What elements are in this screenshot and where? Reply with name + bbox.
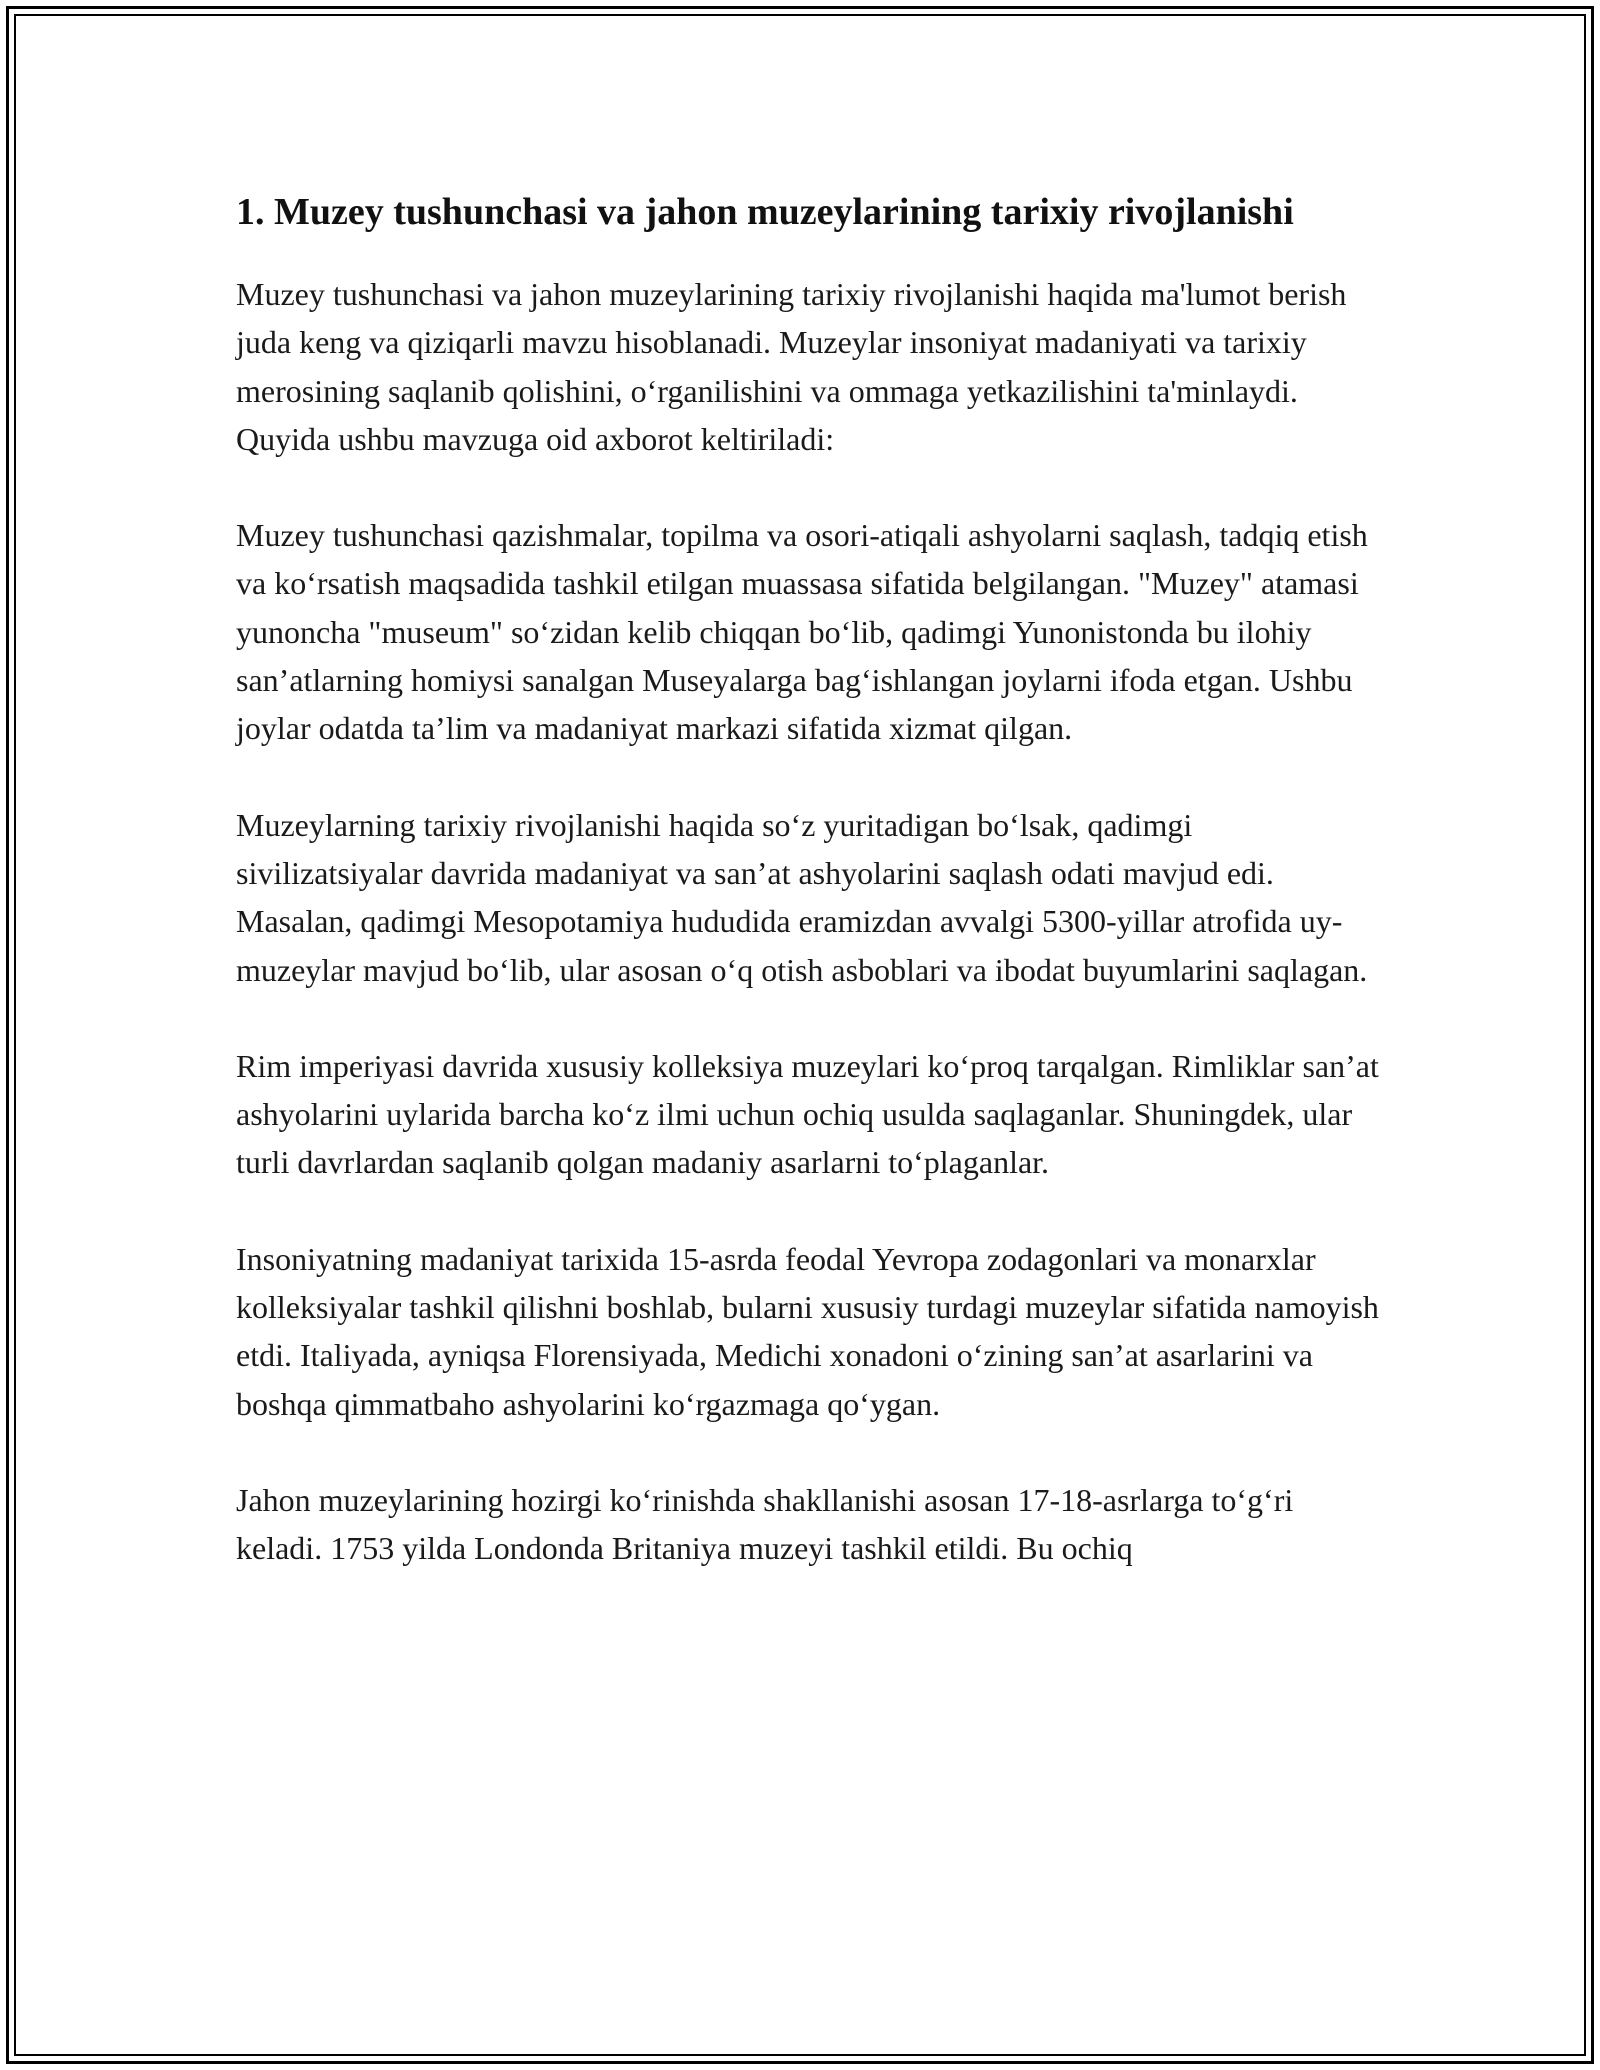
paragraph-modern-museums: Jahon muzeylarining hozirgi koʻrinishda shakllanishi asosan 17-18-asrlarga toʻgʻri keladi. 1753 yilda Londonda Britaniya muzeyi tashkil etildi. Bu ochiq [236, 1481, 1294, 1567]
document-body [236, 184, 1386, 1621]
paragraph-ancient-history: Muzeylarning tarixiy rivojlanishi haqida soʻz yuritadigan boʻlsak, qadimgi sivilizatsiyalar davrida madaniyat va san’at ashyolarini saqlash odati mavjud edi. Masalan, qadimgi Mesopotamiya hududida eramizdan avvalgi 5300-yillar atrofida uy-muzeylar mavjud boʻlib, ular asosan oʻq otish asboblari va ibodat buyumlarini saqlagan. [236, 806, 1368, 988]
paragraph-roman-empire: Rim imperiyasi davrida xususiy kolleksiya muzeylari koʻproq tarqalgan. Rimliklar san’at ashyolarini uylarida barcha koʻz ilmi uchun ochiq usulda saqlaganlar. Shuningdek, ular turli davrlardan saqlanib qolgan madaniy asarlarni toʻplaganlar. [236, 1047, 1379, 1181]
paragraph-definition: Muzey tushunchasi qazishmalar, topilma va osori-atiqali ashyolarni saqlash, tadqiq etish va koʻrsatish maqsadida tashkil etilgan muassasa sifatida belgilangan. "Muzey" atamasi yunoncha "museum" soʻzidan kelib chiqqan boʻlib, qadimgi Yunonistonda bu ilohiy san’atlarning homiysi sanalgan Museyalarga bagʻishlangan joylarni ifoda etgan. Ushbu joylar odatda ta’lim va madaniyat markazi sifatida xizmat qilgan. [236, 517, 1368, 747]
paragraph-15th-century: Insoniyatning madaniyat tarixida 15-asrda feodal Yevropa zodagonlari va monarxlar kolleksiyalar tashkil qilishni boshlab, bularni xususiy turdagi muzeylar sifatida namoyish etdi. Italiyada, ayniqsa Florensiyada, Medichi xonadoni oʻzining san’at asarlarini va boshqa qimmatbaho ashyolarini koʻrgazmaga qoʻygan. [236, 1240, 1379, 1422]
paragraph-intro: Muzey tushunchasi va jahon muzeylarining tarixiy rivojlanishi haqida ma'lumot berish juda keng va qiziqarli mavzu hisoblanadi. Muzeylar insoniyat madaniyati va tarixiy merosining saqlanib qolishini, oʻrganilishini va ommaga yetkazilishini ta'minlaydi. Quyida ushbu mavzuga oid axborot keltiriladi: [236, 276, 1347, 457]
section-heading: 1. Muzey tushunchasi va jahon muzeylarining tarixiy rivojlanishi [236, 191, 1294, 233]
